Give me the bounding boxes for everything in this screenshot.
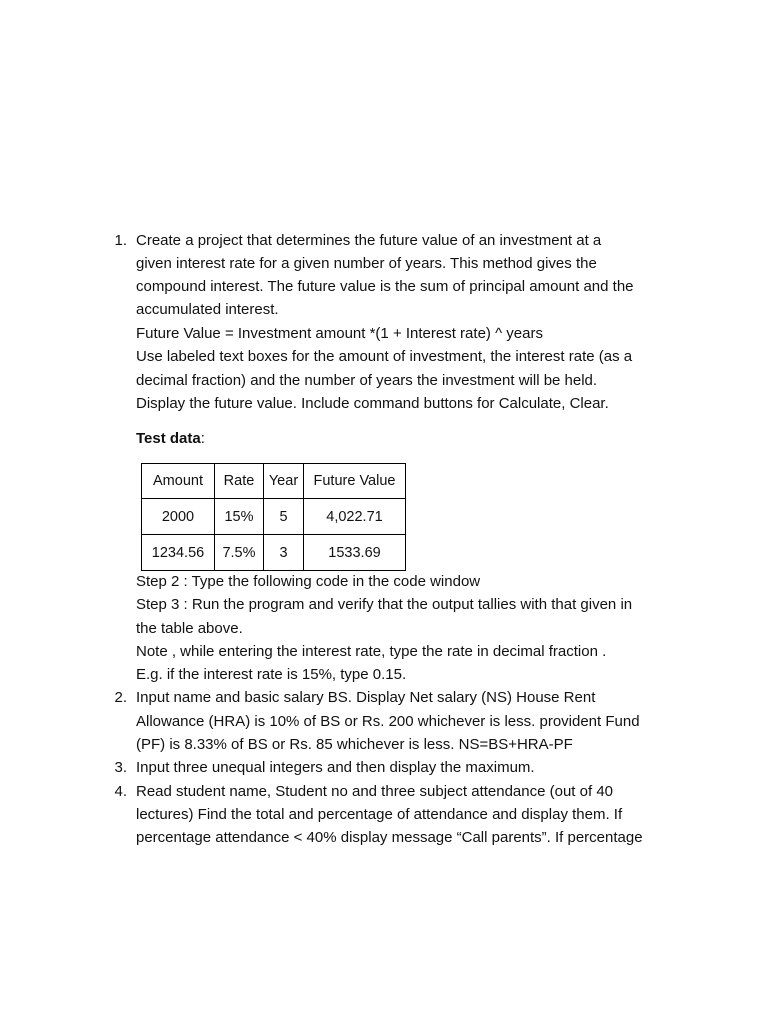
step-3-text: Step 3 : Run the program and verify that the output tallies with that given in [136,596,633,613]
cell-rate: 15% [215,499,264,535]
item-2-line-2: Allowance (HRA) is 10% of BS or Rs. 200 whichever is less. provident Fund [136,713,640,730]
table-header-row [142,464,406,499]
item-1-line-3: compound interest. The future value is the sum of principal amount and the [136,278,634,295]
cell-rate: 7.5% [215,535,264,571]
item-1-line-4: accumulated interest. [136,301,279,318]
item-number-4: 4. [114,783,127,800]
cell-year: 3 [264,535,304,571]
item-number-3: 3. [114,759,127,776]
step-3-text-cont: the table above. [136,620,243,637]
test-data-heading [136,427,205,450]
item-number-1: 1. [114,232,127,249]
test-data-colon: : [200,430,205,447]
cell-amount: 1234.56 [142,535,215,571]
header-amount: Amount [142,464,215,499]
example-text: E.g. if the interest rate is 15%, type 0.15. [136,666,407,683]
cell-year: 5 [264,499,304,535]
cell-future-value: 4,022.71 [304,499,406,535]
item-3-line-1: Input three unequal integers and then display the maximum. [136,759,535,776]
table-row [142,499,406,535]
item-1-line-8: Display the future value. Include command buttons for Calculate, Clear. [136,395,609,412]
cell-future-value: 1533.69 [304,535,406,571]
item-1-line-7: decimal fraction) and the number of years the investment will be held. [136,372,598,389]
item-4-line-3: percentage attendance < 40% display message “Call parents”. If percentage [136,829,643,846]
test-data-label: Test data [136,430,201,447]
item-1-line-1: Create a project that determines the future value of an investment at a [136,232,602,249]
header-rate: Rate [215,464,264,499]
note-text: Note , while entering the interest rate, type the rate in decimal fraction . [136,643,607,660]
step-2-text: Step 2 : Type the following code in the code window [136,573,481,590]
item-2-line-3: (PF) is 8.33% of BS or Rs. 85 whichever is less. NS=BS+HRA-PF [136,736,573,753]
item-2-line-1: Input name and basic salary BS. Display Net salary (NS) House Rent [136,689,596,706]
item-1-line-2: given interest rate for a given number of years. This method gives the [136,255,597,272]
future-value-formula: Future Value = Investment amount *(1 + Interest rate) ^ years [136,325,543,342]
item-4-line-1: Read student name, Student no and three subject attendance (out of 40 [136,783,614,800]
item-4-line-2: lectures) Find the total and percentage of attendance and display them. If [136,806,623,823]
table-row [142,535,406,571]
item-number-2: 2. [114,689,127,706]
cell-amount: 2000 [142,499,215,535]
header-future-value: Future Value [304,464,406,499]
item-1-line-6: Use labeled text boxes for the amount of investment, the interest rate (as a [136,348,633,365]
test-data-table [141,463,406,571]
header-year: Year [264,464,304,499]
